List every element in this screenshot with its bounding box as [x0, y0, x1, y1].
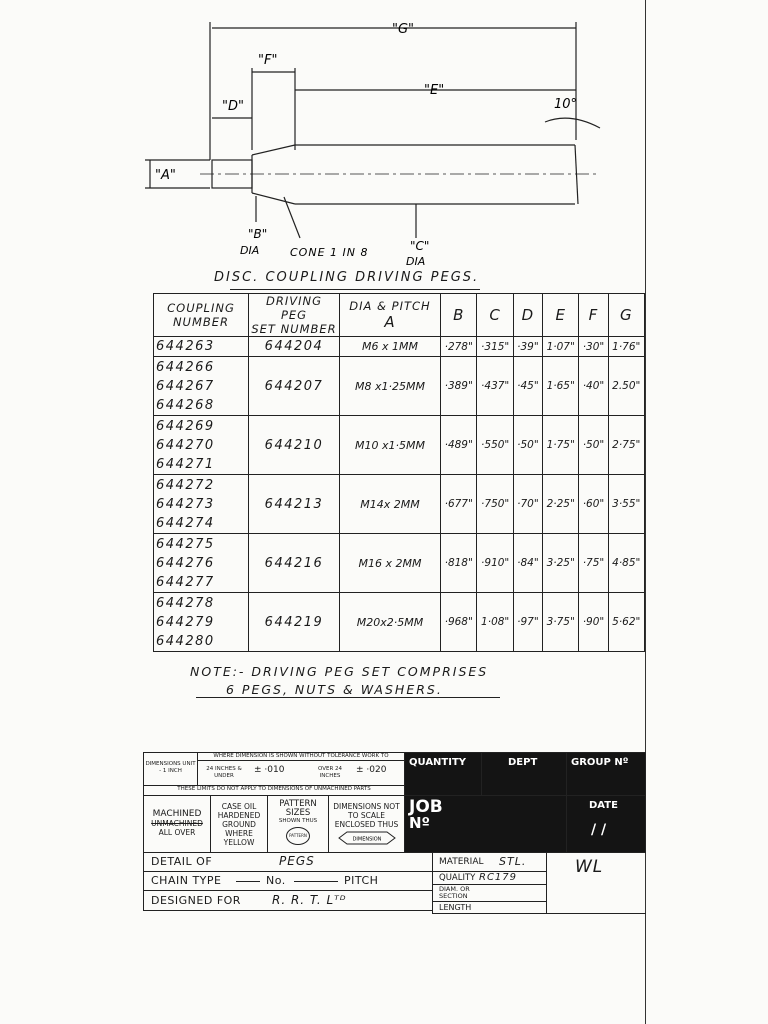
designed-row: DESIGNED FOR R. R. T. Lᵀᴰ [143, 890, 433, 911]
dimension-value-cell: 1·65" [542, 357, 578, 416]
coupling-number: 644276 [156, 555, 215, 571]
group-label: GROUP Nº [566, 752, 646, 796]
coupling-number-cell [154, 337, 249, 357]
table-row [154, 416, 645, 475]
dept-label: DEPT [481, 752, 567, 796]
coupling-number: 644275 [156, 536, 215, 552]
coupling-number: 644280 [156, 633, 215, 649]
coupling-number: 644263 [156, 339, 215, 354]
dimension-value-cell: ·84" [513, 534, 542, 593]
limits-note: THESE LIMITS DO NOT APPLY TO DIMENSIONS OF UNMACHINED PARTS [143, 785, 405, 796]
coupling-number: 644269 [156, 418, 215, 434]
coupling-number: 644271 [156, 456, 215, 472]
dia-pitch-cell: M16 x 2MM [340, 534, 441, 593]
table-header-row [154, 294, 645, 337]
dimension-value-cell: 1·08" [477, 593, 513, 652]
chain-row: CHAIN TYPE No. PITCH [143, 871, 433, 891]
dimension-value-cell: ·910" [477, 534, 513, 593]
set-number-cell: 644219 [249, 593, 340, 652]
dimension-value-cell: ·70" [513, 475, 542, 534]
set-number-cell: 644207 [249, 357, 340, 416]
dimension-value-cell: 2·25" [542, 475, 578, 534]
dimension-value-cell: ·968" [441, 593, 477, 652]
dims-unit-cell: DIMENSIONS UNIT - 1 INCH [143, 752, 198, 786]
dia-pitch-cell: M20x2·5MM [340, 593, 441, 652]
dimension-value-cell: ·30" [579, 337, 608, 357]
tolerance-cell: WHERE DIMENSION IS SHOWN WITHOUT TOLERANCE WORK TO 24 INCHES & UNDER ± ·010 OVER 24 INCHES ± ·020 [197, 752, 405, 786]
coupling-number: 644279 [156, 614, 215, 630]
note-line-2: 6 PEGS, NUTS & WASHERS. [226, 682, 443, 697]
dimension-value-cell: ·45" [513, 357, 542, 416]
dim-label-a: "A" [155, 168, 176, 183]
dimension-value-cell: ·90" [579, 593, 608, 652]
dim-label-b-sub: DIA [240, 244, 260, 257]
dimension-value-cell: ·40" [579, 357, 608, 416]
dimension-value-cell: 1·76" [608, 337, 645, 357]
material-row: MATERIAL STL. [432, 852, 547, 872]
dia-pitch-cell: M8 x1·25MM [340, 357, 441, 416]
coupling-number: 644268 [156, 397, 215, 413]
dia-pitch-cell: M10 x1·5MM [340, 416, 441, 475]
dim-label-c-sub: DIA [406, 255, 426, 268]
table-row [154, 593, 645, 652]
quality-row: QUALITY RC179 [432, 871, 547, 885]
dimension-value-cell: ·677" [441, 475, 477, 534]
caseoil-cell: CASE OIL HARDENED GROUND WHERE YELLOW [210, 795, 268, 853]
coupling-number: 644267 [156, 378, 215, 394]
dim-label-f: "F" [258, 53, 278, 68]
peg-drawing [0, 0, 768, 300]
dimension-value-cell: ·39" [513, 337, 542, 357]
quantity-label: QUANTITY [404, 752, 482, 796]
dimension-value-cell: 3·25" [542, 534, 578, 593]
dimension-value-cell: ·315" [477, 337, 513, 357]
coupling-number: 644266 [156, 359, 215, 375]
coupling-number: 644274 [156, 515, 215, 531]
dimension-value-cell: 1·07" [542, 337, 578, 357]
coupling-number-cell [154, 593, 249, 652]
length-row: LENGTH [432, 901, 547, 914]
pattern-stamp-icon: PATTERN [286, 827, 310, 845]
coupling-number-cell [154, 416, 249, 475]
driving-pegs-table [153, 293, 645, 652]
dimension-value-cell: ·389" [441, 357, 477, 416]
date-cell: DATE / / [566, 795, 646, 853]
coupling-number-cell [154, 357, 249, 416]
dim-label-c: "C" [410, 239, 430, 253]
dimension-value-cell: 2.50" [608, 357, 645, 416]
coupling-number: 644270 [156, 437, 215, 453]
cone-label: CONE 1 IN 8 [290, 246, 369, 259]
coupling-number: 644278 [156, 595, 215, 611]
set-number-cell: 644204 [249, 337, 340, 357]
dimension-value-cell: ·437" [477, 357, 513, 416]
dimension-value-cell: ·818" [441, 534, 477, 593]
header-dia: DIA & PITCH A [340, 294, 441, 337]
detail-row: DETAIL OF PEGS [143, 852, 433, 872]
dim-label-e: "E" [424, 83, 445, 98]
dimension-value-cell: ·278" [441, 337, 477, 357]
coupling-number: 644272 [156, 477, 215, 493]
set-number-cell: 644213 [249, 475, 340, 534]
set-number-cell: 644210 [249, 416, 340, 475]
table-row [154, 357, 645, 416]
dim-label-d: "D" [222, 99, 244, 114]
machined-cell: MACHINED UNMACHINED ALL OVER [143, 795, 211, 853]
dia-pitch-cell: M6 x 1MM [340, 337, 441, 357]
dimension-value-cell: 4·85" [608, 534, 645, 593]
dimension-value-cell: ·550" [477, 416, 513, 475]
caption-underline [230, 289, 480, 290]
dim-label-angle: 10° [554, 97, 578, 112]
coupling-number-cell [154, 475, 249, 534]
header-e: E [542, 294, 578, 337]
header-f: F [579, 294, 608, 337]
set-number-cell: 644216 [249, 534, 340, 593]
note-underline [196, 697, 500, 698]
dimension-value-cell: 2·75" [608, 416, 645, 475]
dimension-stamp-icon [337, 831, 397, 845]
header-c: C [477, 294, 513, 337]
dimension-value-cell: ·97" [513, 593, 542, 652]
dimension-value-cell: ·50" [579, 416, 608, 475]
dimension-value-cell: ·489" [441, 416, 477, 475]
header-g: G [608, 294, 645, 337]
header-b: B [441, 294, 477, 337]
header-d: D [513, 294, 542, 337]
coupling-number: 644277 [156, 574, 215, 590]
dimension-value-cell: 5·62" [608, 593, 645, 652]
table-row [154, 534, 645, 593]
coupling-number: 644273 [156, 496, 215, 512]
dimension-value-cell: 1·75" [542, 416, 578, 475]
table-row [154, 475, 645, 534]
dimension-value-cell: 3·55" [608, 475, 645, 534]
pattern-cell: PATTERN SIZES SHOWN THUS PATTERN [267, 795, 329, 853]
dimension-value-cell: 3·75" [542, 593, 578, 652]
dim-label-b: "B" [248, 227, 268, 241]
dia-pitch-cell: M14x 2MM [340, 475, 441, 534]
ref-cell: WL [546, 852, 646, 914]
dimension-value-cell: ·50" [513, 416, 542, 475]
dimension-value-cell: ·60" [579, 475, 608, 534]
dimension-value-cell: ·750" [477, 475, 513, 534]
table-row [154, 337, 645, 357]
svg-text:DIMENSION: DIMENSION [352, 836, 381, 843]
header-set: DRIVING PEG SET NUMBER [249, 294, 340, 337]
dimension-value-cell: ·75" [579, 534, 608, 593]
diam-row: DIAM. OR SECTION [432, 884, 547, 902]
coupling-number-cell [154, 534, 249, 593]
note-line-1: NOTE:- DRIVING PEG SET COMPRISES [190, 664, 489, 679]
dim-label-g: "G" [392, 22, 415, 37]
notscale-cell: DIMENSIONS NOT TO SCALE ENCLOSED THUS DIMENSION [328, 795, 405, 853]
job-cell: JOB Nº [404, 795, 567, 853]
header-coupling: COUPLING NUMBER [154, 294, 249, 337]
table-caption: DISC. COUPLING DRIVING PEGS. [214, 270, 480, 285]
